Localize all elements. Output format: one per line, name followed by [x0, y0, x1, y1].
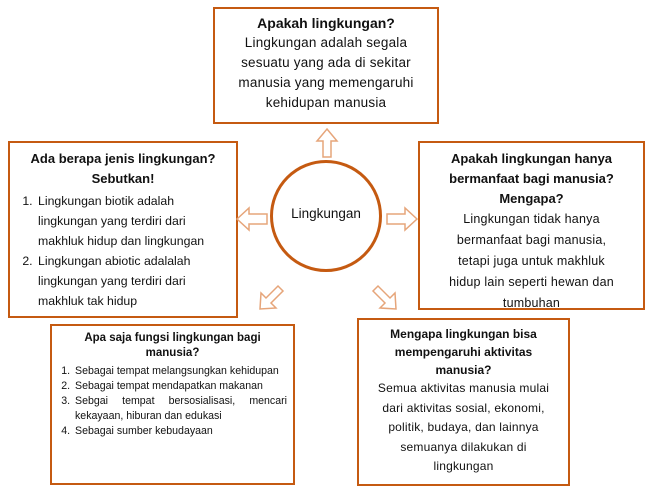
center-label: Lingkungan — [291, 206, 361, 221]
answer-line: bermanfaat bagi manusia, — [456, 233, 607, 247]
answer-line: tetapi juga untuk makhluk — [458, 254, 605, 268]
list-item: 4. Sebagai sumber kebudayaan — [73, 424, 287, 439]
box-functions-of-environment — [50, 324, 295, 485]
box-types-of-environment — [8, 141, 238, 318]
list-item: 1. Lingkungan biotik adalah lingkungan yang terdiri dari makhluk hidup dan lingkungan — [36, 191, 230, 251]
answer-line: manusia yang memengaruhi — [238, 75, 414, 90]
answer-line: sesuatu yang ada di sekitar — [241, 55, 411, 70]
answer-line: Lingkungan tidak hanya — [463, 212, 600, 226]
question-line: bermanfaat bagi manusia? — [449, 171, 614, 186]
question-line: Apa saja fungsi lingkungan bagi — [84, 332, 261, 344]
list-item: 1. Sebagai tempat melangsungkan kehidupan — [73, 364, 287, 379]
answer-line: semuanya dilakukan di — [400, 439, 527, 454]
answer-line: dari aktivitas sosial, ekonomi, — [382, 400, 545, 415]
question-line: Apakah lingkungan hanya — [450, 151, 613, 166]
box-what-is-environment — [213, 7, 439, 124]
answer-line: Semua aktivitas manusia mulai — [377, 381, 550, 395]
answer-line: kehidupan manusia — [265, 95, 387, 110]
question-what-is-environment: Apakah lingkungan? — [257, 15, 395, 31]
question-line: Mengapa lingkungan bisa — [390, 327, 537, 341]
box-only-for-humans — [418, 141, 645, 310]
answer-line: tumbuhan — [502, 296, 561, 310]
types-list — [16, 191, 230, 311]
answer-line: politik, budaya, dan lainnya — [388, 420, 539, 434]
question-line: manusia? — [145, 347, 200, 359]
answer-line: hidup lain seperti hewan dan — [449, 275, 614, 289]
answer-line: Lingkungan adalah segala — [244, 35, 408, 50]
list-item: 2. Lingkungan abiotic adalalah lingkungan yang terdiri dari makhluk tak hidup — [36, 251, 230, 311]
question-line: mempengaruhi aktivitas — [394, 345, 533, 359]
arrow-down-right-icon — [370, 283, 398, 311]
question-line: Sebutkan! — [91, 171, 155, 186]
answer-line: lingkungan — [433, 459, 494, 473]
question-line: Ada berapa jenis lingkungan? — [30, 151, 216, 166]
functions-list — [58, 364, 287, 439]
list-item: 2. Sebagai tempat mendapatkan makanan — [73, 379, 287, 394]
arrow-left-icon — [236, 207, 268, 231]
question-line: manusia? — [435, 363, 492, 377]
arrow-right-icon — [386, 207, 418, 231]
arrow-down-left-icon — [258, 283, 286, 311]
box-affects-human-activity — [357, 318, 570, 486]
question-line: Mengapa? — [499, 191, 564, 206]
arrow-up-icon — [316, 128, 338, 158]
list-item: 3. Sebgai tempat bersosialisasi, mencari kekayaan, hiburan dan edukasi — [73, 394, 287, 424]
